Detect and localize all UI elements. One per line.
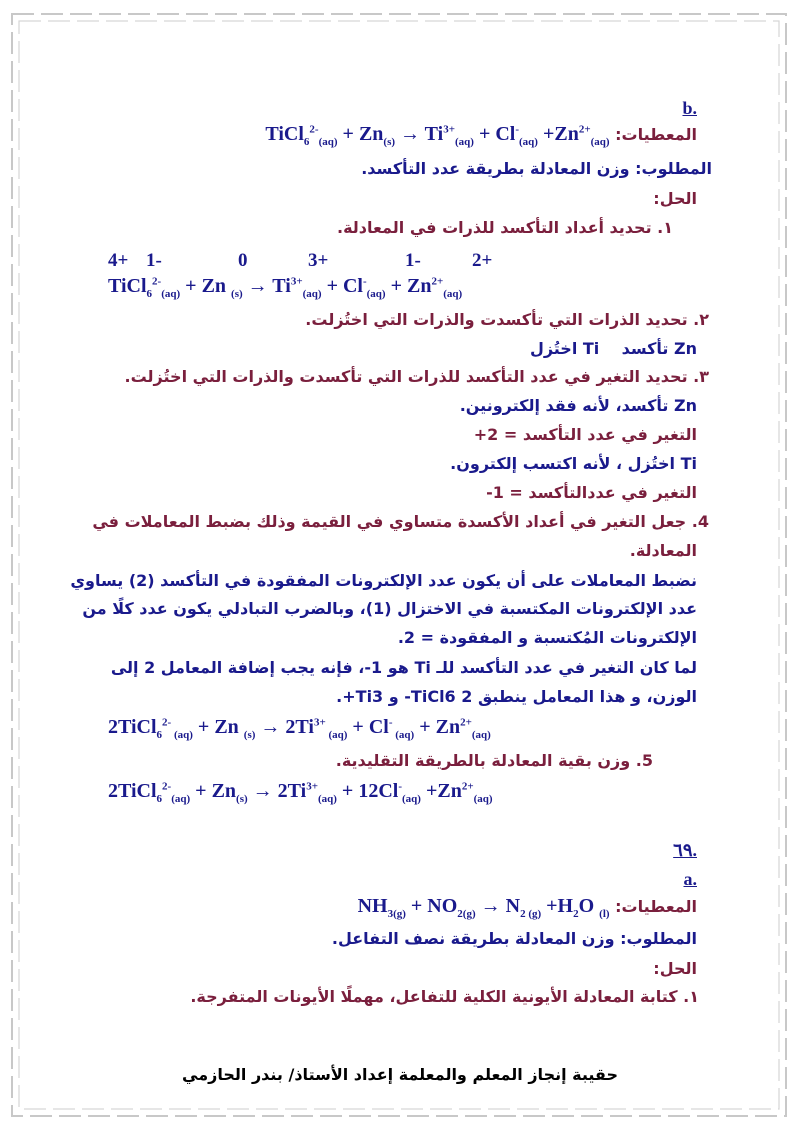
step1-a: ١. كتابة المعادلة الأيونية الكلية للتفاعل، مهملًا الأيونات المتفرجة. [190, 987, 699, 1006]
required-a: المطلوب: وزن المعادلة بطريقة نصف التفاعل. [331, 929, 697, 948]
step4-b-line2: المعادلة. [629, 541, 697, 560]
zn-oxidized: Zn تأكسد [621, 339, 697, 358]
ox-number: +3 [308, 250, 329, 271]
solution-label-b: الحل: [653, 189, 697, 208]
ox-number: -1 [146, 250, 162, 271]
change-plus-2: التغير في عدد التأكسد = 2+ [473, 425, 697, 444]
question-69-label: .٦٩ [673, 840, 697, 860]
ti-reduced: Ti اختُزل [529, 339, 600, 358]
equation-3: 2TiCl$_6^{2-}$ $_{(aq)}$ + Zn $_{(s)} \to 2Ti^{3+}$ $_{(aq)}$ + Cl- $_{(aq)} + Zn^{2+}_{(aq)}$ [108, 716, 491, 741]
paragraph1-line3: الإلكترونات المُكتسبة و المفقودة = 2. [397, 628, 697, 647]
part-b-label: .b [682, 98, 697, 118]
change-minus-1: التغير في عددالتأكسد = 1- [486, 483, 697, 502]
part-a-label: .a [683, 869, 697, 889]
paragraph2-line1: لما كان التغير في عدد التأكسد للـ Ti هو 1-، فإنه يجب إضافة المعامل 2 إلى [110, 658, 697, 677]
givens-line-a [108, 895, 697, 921]
page-content [70, 0, 712, 1131]
equation-q69: $NH_{3(g)} + NO_{2(g)} \to N_{2 (g)} +H_2O$ $_{(l)}$ [357, 895, 610, 920]
equation-4: 2TiCl$_6^{2-}_{(aq)}$ + $Zn_{(s)} \to 2Ti^{3+}_{(aq)} + 12Cl^-_{(aq)} +Zn^{2+}_{(aq)}$ [108, 780, 493, 805]
step4-b-line1: 4. جعل التغير في أعداد الأكسدة متساوي في القيمة وذلك بضبط المعاملات في [92, 512, 709, 531]
paragraph1-line2: عدد الإلكترونات المكتسبة في الاختزال (1)، وبالضرب التبادلي يكون عدد كلًا من [82, 599, 697, 618]
equation-2: TiCl$_6^{2-}_{(aq)}$ + Zn $_{(s)} \to Ti^{3+}_{(aq)} + Cl^-_{(aq)} + Zn^{2+}_{(aq)}$ [108, 275, 463, 300]
required-b: المطلوب: وزن المعادلة بطريقة عدد التأكسد. [361, 159, 712, 178]
givens-label: المعطيات: [615, 125, 697, 144]
step3-b: ٣. تحديد التغير في عدد التأكسد للذرات التي تأكسدت والذرات التي اختُزلت. [124, 367, 709, 386]
paragraph1-line1: نضبط المعاملات على أن يكون عدد الإلكترونات المفقودة في التأكسد (2) يساوي [70, 571, 697, 590]
page-footer: حقيبة إنجاز المعلم والمعلمة إعداد الأستاذ/ بندر الحازمي [182, 1065, 618, 1084]
ox-number: 0 [238, 250, 248, 271]
solution-label-a: الحل: [653, 959, 697, 978]
ox-number: +2 [472, 250, 493, 271]
givens-line-b [108, 123, 697, 149]
step1-b: ١. تحديد أعداد التأكسد للذرات في المعادلة. [337, 218, 673, 237]
ox-number: -1 [405, 250, 421, 271]
givens-label-a: المعطيات: [615, 897, 697, 916]
zn-explanation: Zn تأكسد، لأنه فقد إلكترونين. [459, 396, 697, 415]
oxidized-reduced-line [108, 340, 697, 358]
step2-b: ٢. تحديد الذرات التي تأكسدت والذرات التي اختُزلت. [305, 310, 709, 329]
paragraph2-line2: الوزن، و هذا المعامل ينطبق TiCl6 2- و Ti3+. [336, 687, 697, 706]
ox-number: +4 [108, 250, 129, 271]
oxidation-numbers-row [108, 250, 697, 274]
equation-1: TiCl$_6^{2-}_{(aq)}$ + $Zn_{(s)} \to Ti^{3+}_{(aq)} + Cl^-_{(aq)} +Zn^{2+}_{(aq)}$ [265, 123, 610, 148]
ti-explanation: Ti اختُزل ، لأنه اكتسب إلكترون. [450, 454, 697, 473]
step5-b: 5. وزن بقية المعادلة بالطريقة التقليدية. [335, 751, 653, 770]
